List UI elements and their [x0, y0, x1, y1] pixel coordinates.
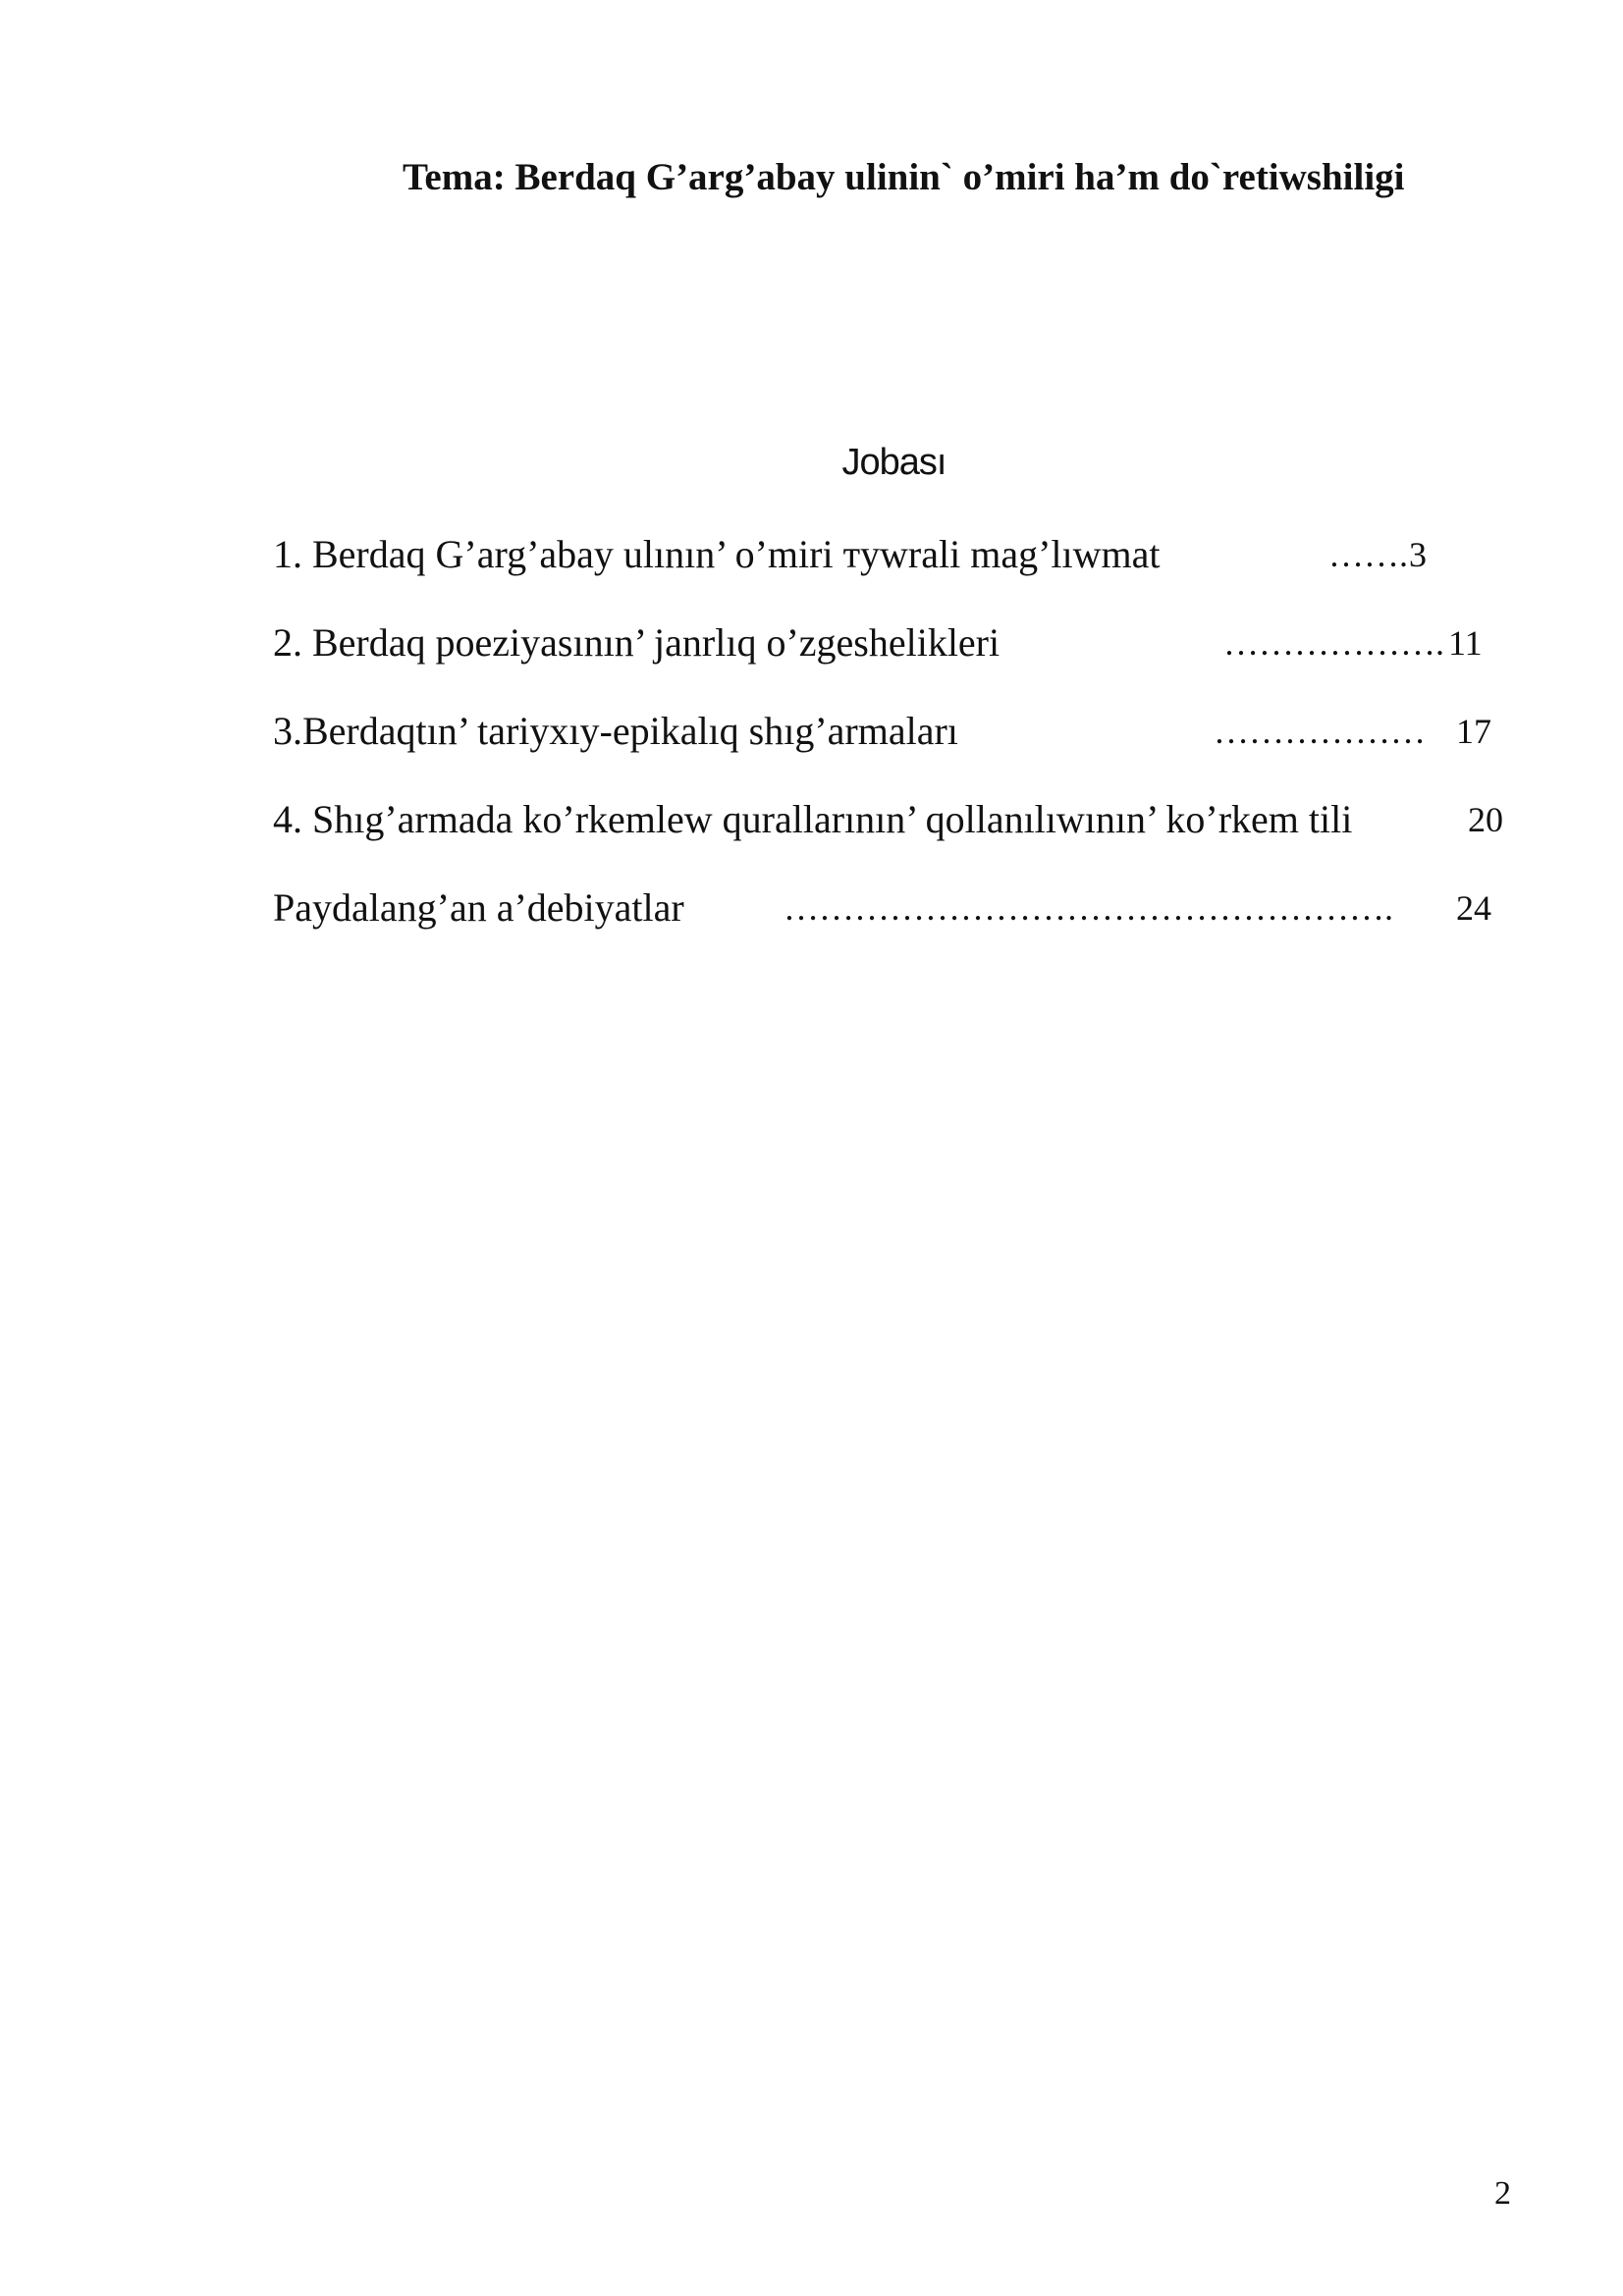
document-title: Tema: Berdaq G’arg’abay ulinin` o’miri ha’m do`retiwshiligi — [403, 156, 1405, 198]
toc-entry-text: 1. Berdaq G’arg’abay ulının’ o’miri тywrali mag’lıwmat — [273, 532, 1161, 576]
toc-dot-leader: ………………. — [1223, 623, 1444, 663]
toc-dot-leader: ……. — [1328, 535, 1408, 574]
toc-page-number: 3 — [1409, 535, 1427, 574]
toc-page-number: 24 — [1456, 888, 1491, 928]
toc-page-number: 20 — [1468, 800, 1503, 839]
page-number: 2 — [1494, 2175, 1511, 2212]
toc-page-number: 17 — [1456, 712, 1491, 751]
toc-heading: Jobası — [841, 442, 947, 483]
toc-entry-text: 2. Berdaq poeziyasının’ janrlıq o’zgeshelikleri — [273, 620, 1001, 665]
toc-page-number: 11 — [1448, 623, 1483, 663]
toc-entry-text: 4. Shıg’armada ko’rkemlew qurallarının’ qollanılıwının’ ko’rkem tili — [273, 797, 1353, 841]
toc-entry-text: 3.Berdaqtın’ tariyxıy-epikalıq shıg’armaları — [273, 709, 958, 753]
toc-dot-leader: ……………… — [1214, 712, 1426, 751]
toc-entry-text: Paydalang’an a’debiyatlar — [273, 885, 684, 930]
toc-dot-leader: ……………………………………………. — [784, 888, 1393, 928]
